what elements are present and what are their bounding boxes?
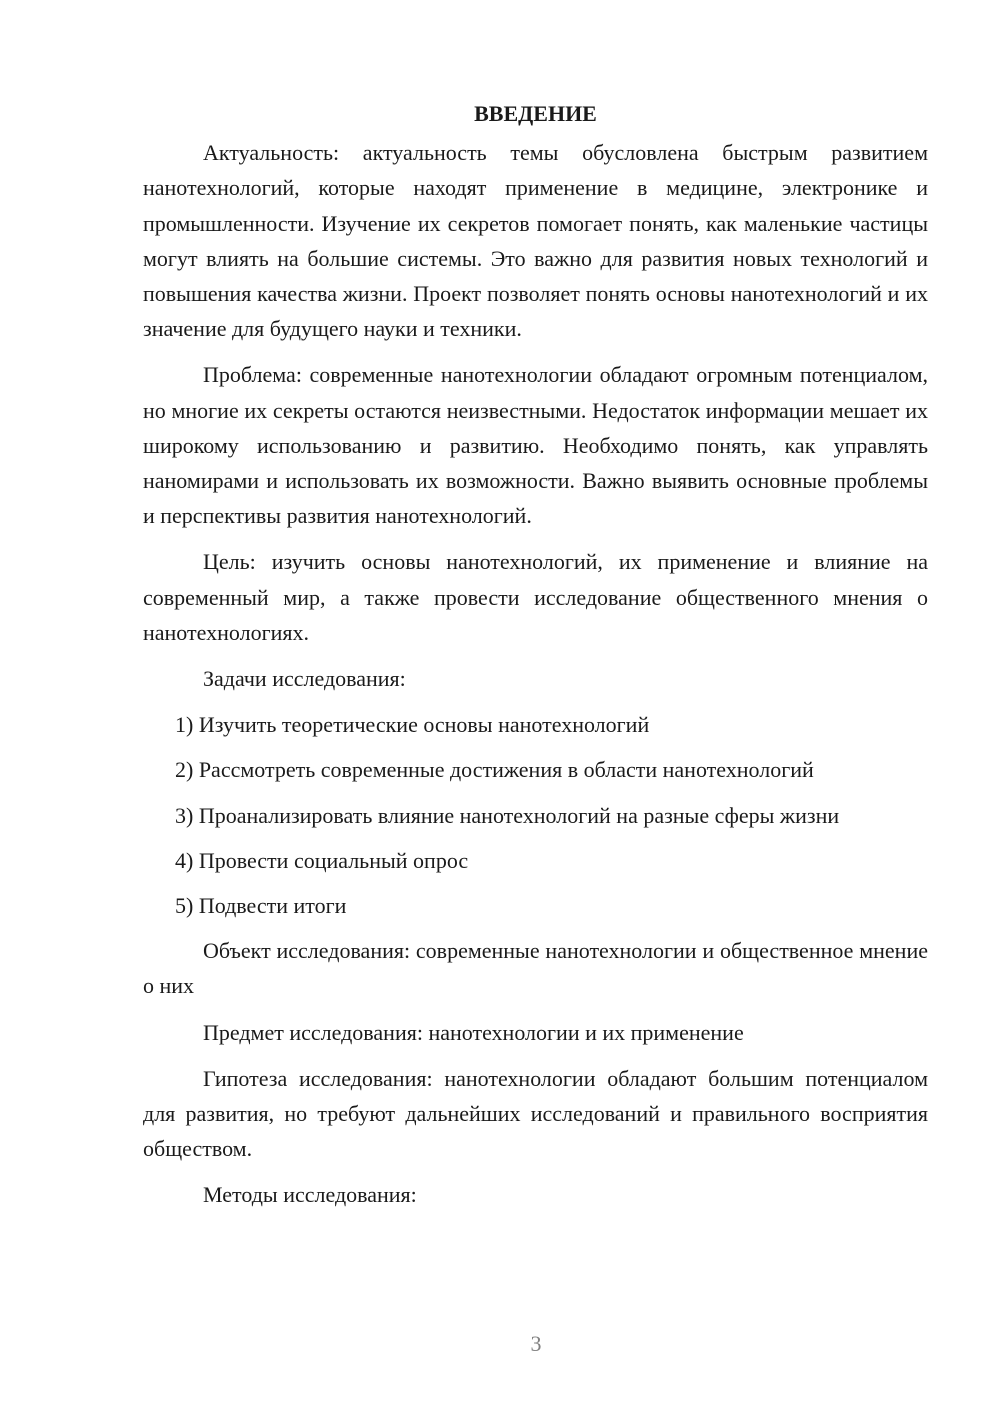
tasks-heading: Задачи исследования: xyxy=(203,666,406,692)
document-body xyxy=(143,96,928,1224)
task-item: 3) Проанализировать влияние нанотехнологий на разные сферы жизни xyxy=(175,802,840,828)
page-number: 3 xyxy=(530,1331,542,1356)
object-paragraph: Объект исследования: современные нанотехнологии и общественное мнение о них xyxy=(143,938,928,999)
methods-heading: Методы исследования: xyxy=(203,1182,417,1208)
goal-paragraph: Цель: изучить основы нанотехнологий, их применение и влияние на современный мир, а также провести исследование общественного мнения о нанотехнологиях. xyxy=(143,549,928,645)
task-item: 2) Рассмотреть современные достижения в области нанотехнологий xyxy=(175,757,814,783)
tasks-list xyxy=(143,707,928,923)
subject-paragraph: Предмет исследования: нанотехнологии и их применение xyxy=(203,1019,744,1045)
page-title: ВВЕДЕНИЕ xyxy=(474,101,597,126)
relevance-paragraph: Актуальность: актуальность темы обусловлена быстрым развитием нанотехнологий, которые находят применение в медицине, электронике и промышленности. Изучение их секретов помогает понять, как маленькие частицы могут влиять на большие системы. Это важно для развития новых технологий и повышения качества жизни. Проект позволяет понять основы нанотехнологий и их значение для будущего науки и техники. xyxy=(143,140,928,342)
task-item: 5) Подвести итоги xyxy=(175,893,347,919)
problem-paragraph: Проблема: современные нанотехнологии обладают огромным потенциалом, но многие их секреты остаются неизвестными. Недостаток информации мешает их широкому использованию и развитию. Необходимо понять, как управлять наномирами и использовать их возможности. Важно выявить основные проблемы и перспективы развития нанотехнологий. xyxy=(143,362,928,529)
hypothesis-paragraph: Гипотеза исследования: нанотехнологии обладают большим потенциалом для развития, но требуют дальнейших исследований и правильного восприятия обществом. xyxy=(143,1065,928,1162)
task-item: 1) Изучить теоретические основы нанотехнологий xyxy=(175,712,650,738)
task-item: 4) Провести социальный опрос xyxy=(175,847,469,873)
